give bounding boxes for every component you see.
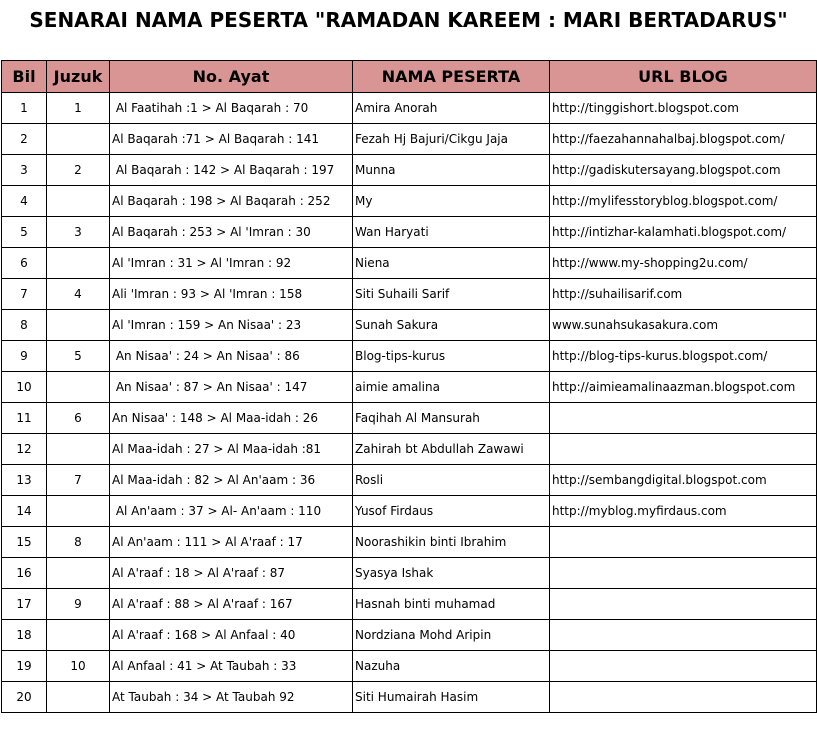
cell-url-blog[interactable]: http://suhailisarif.com — [550, 279, 817, 310]
cell-url-blog[interactable] — [550, 651, 817, 682]
table-body — [2, 93, 817, 713]
table-row — [2, 589, 817, 620]
table-row — [2, 341, 817, 372]
cell-bil[interactable]: 3 — [2, 155, 47, 186]
cell-nama-peserta[interactable]: Amira Anorah — [353, 93, 550, 124]
table-row — [2, 620, 817, 651]
cell-no-ayat[interactable]: Al An'aam : 111 > Al A'raaf : 17 — [110, 527, 353, 558]
cell-no-ayat[interactable]: Al 'Imran : 31 > Al 'Imran : 92 — [110, 248, 353, 279]
table-row — [2, 434, 817, 465]
cell-url-blog[interactable] — [550, 434, 817, 465]
cell-url-blog[interactable]: http://blog-tips-kurus.blogspot.com/ — [550, 341, 817, 372]
cell-bil[interactable]: 9 — [2, 341, 47, 372]
cell-juzuk[interactable]: 10 — [47, 651, 110, 682]
cell-no-ayat[interactable]: Al Baqarah :71 > Al Baqarah : 141 — [110, 124, 353, 155]
cell-nama-peserta[interactable]: Siti Suhaili Sarif — [353, 279, 550, 310]
cell-bil[interactable]: 12 — [2, 434, 47, 465]
cell-juzuk[interactable]: 8 — [47, 527, 110, 558]
cell-nama-peserta[interactable]: Rosli — [353, 465, 550, 496]
table-row — [2, 403, 817, 434]
table-row — [2, 217, 817, 248]
cell-bil[interactable]: 16 — [2, 558, 47, 589]
table-row — [2, 93, 817, 124]
cell-bil[interactable]: 2 — [2, 124, 47, 155]
cell-url-blog[interactable]: http://gadiskutersayang.blogspot.com — [550, 155, 817, 186]
cell-no-ayat[interactable]: Al An'aam : 37 > Al- An'aam : 110 — [110, 496, 353, 527]
cell-nama-peserta[interactable]: Nordziana Mohd Aripin — [353, 620, 550, 651]
cell-juzuk[interactable]: 6 — [47, 403, 110, 434]
header-url-blog[interactable]: URL BLOG — [550, 61, 817, 93]
table-row — [2, 682, 817, 713]
cell-nama-peserta[interactable]: Zahirah bt Abdullah Zawawi — [353, 434, 550, 465]
cell-url-blog[interactable]: http://tinggishort.blogspot.com — [550, 93, 817, 124]
cell-bil[interactable]: 18 — [2, 620, 47, 651]
cell-no-ayat[interactable]: Al Faatihah :1 > Al Baqarah : 70 — [110, 93, 353, 124]
cell-nama-peserta[interactable]: Nazuha — [353, 651, 550, 682]
cell-url-blog[interactable]: http://faezahannahalbaj.blogspot.com/ — [550, 124, 817, 155]
header-nama-peserta[interactable]: NAMA PESERTA — [353, 61, 550, 93]
table-row — [2, 651, 817, 682]
cell-juzuk[interactable]: 9 — [47, 589, 110, 620]
cell-juzuk[interactable] — [47, 496, 110, 527]
cell-nama-peserta[interactable]: Siti Humairah Hasim — [353, 682, 550, 713]
sheet-title: SENARAI NAMA PESERTA "RAMADAN KAREEM : MARI BERTADARUS" — [29, 8, 788, 32]
cell-url-blog[interactable]: http://aimieamalinaazman.blogspot.com — [550, 372, 817, 403]
cell-no-ayat[interactable]: Al 'Imran : 159 > An Nisaa' : 23 — [110, 310, 353, 341]
participant-table — [1, 60, 817, 713]
cell-juzuk[interactable]: 4 — [47, 279, 110, 310]
table-row — [2, 496, 817, 527]
cell-bil[interactable]: 1 — [2, 93, 47, 124]
cell-no-ayat[interactable]: Al A'raaf : 88 > Al A'raaf : 167 — [110, 589, 353, 620]
table-row — [2, 558, 817, 589]
cell-no-ayat[interactable]: An Nisaa' : 24 > An Nisaa' : 86 — [110, 341, 353, 372]
cell-no-ayat[interactable]: Al Maa-idah : 27 > Al Maa-idah :81 — [110, 434, 353, 465]
header-no-ayat[interactable]: No. Ayat — [110, 61, 353, 93]
cell-nama-peserta[interactable]: Wan Haryati — [353, 217, 550, 248]
cell-juzuk[interactable]: 1 — [47, 93, 110, 124]
cell-nama-peserta[interactable]: Blog-tips-kurus — [353, 341, 550, 372]
cell-no-ayat[interactable]: An Nisaa' : 148 > Al Maa-idah : 26 — [110, 403, 353, 434]
cell-url-blog[interactable]: http://myblog.myfirdaus.com — [550, 496, 817, 527]
cell-nama-peserta[interactable]: My — [353, 186, 550, 217]
table-row — [2, 279, 817, 310]
table-row — [2, 124, 817, 155]
cell-no-ayat[interactable]: Al Baqarah : 253 > Al 'Imran : 30 — [110, 217, 353, 248]
cell-no-ayat[interactable]: Al A'raaf : 168 > Al Anfaal : 40 — [110, 620, 353, 651]
cell-url-blog[interactable] — [550, 558, 817, 589]
cell-nama-peserta[interactable]: Munna — [353, 155, 550, 186]
cell-bil[interactable]: 4 — [2, 186, 47, 217]
cell-url-blog[interactable] — [550, 403, 817, 434]
cell-url-blog[interactable]: http://mylifesstoryblog.blogspot.com/ — [550, 186, 817, 217]
cell-nama-peserta[interactable]: Yusof Firdaus — [353, 496, 550, 527]
cell-bil[interactable]: 5 — [2, 217, 47, 248]
cell-juzuk[interactable]: 3 — [47, 217, 110, 248]
cell-juzuk[interactable] — [47, 310, 110, 341]
cell-juzuk[interactable] — [47, 620, 110, 651]
header-juzuk[interactable]: Juzuk — [47, 61, 110, 93]
cell-bil[interactable]: 7 — [2, 279, 47, 310]
cell-url-blog[interactable]: http://sembangdigital.blogspot.com — [550, 465, 817, 496]
cell-juzuk[interactable] — [47, 682, 110, 713]
table-row — [2, 186, 817, 217]
cell-url-blog[interactable] — [550, 589, 817, 620]
cell-no-ayat[interactable]: Ali 'Imran : 93 > Al 'Imran : 158 — [110, 279, 353, 310]
cell-bil[interactable]: 6 — [2, 248, 47, 279]
table-row — [2, 155, 817, 186]
cell-juzuk[interactable]: 7 — [47, 465, 110, 496]
cell-nama-peserta[interactable]: Niena — [353, 248, 550, 279]
cell-url-blog[interactable] — [550, 527, 817, 558]
table-row — [2, 465, 817, 496]
cell-nama-peserta[interactable]: Sunah Sakura — [353, 310, 550, 341]
cell-juzuk[interactable] — [47, 372, 110, 403]
cell-url-blog[interactable]: http://intizhar-kalamhati.blogspot.com/ — [550, 217, 817, 248]
cell-bil[interactable]: 10 — [2, 372, 47, 403]
cell-juzuk[interactable] — [47, 558, 110, 589]
cell-bil[interactable]: 11 — [2, 403, 47, 434]
cell-url-blog[interactable] — [550, 620, 817, 651]
cell-juzuk[interactable] — [47, 434, 110, 465]
cell-no-ayat[interactable]: An Nisaa' : 87 > An Nisaa' : 147 — [110, 372, 353, 403]
table-row — [2, 248, 817, 279]
cell-bil[interactable]: 17 — [2, 589, 47, 620]
table-row — [2, 527, 817, 558]
cell-no-ayat[interactable]: Al Maa-idah : 82 > Al An'aam : 36 — [110, 465, 353, 496]
cell-bil[interactable]: 13 — [2, 465, 47, 496]
cell-juzuk[interactable] — [47, 124, 110, 155]
cell-nama-peserta[interactable]: Noorashikin binti Ibrahim — [353, 527, 550, 558]
cell-juzuk[interactable]: 2 — [47, 155, 110, 186]
cell-nama-peserta[interactable]: Faqihah Al Mansurah — [353, 403, 550, 434]
cell-url-blog[interactable]: http://www.my-shopping2u.com/ — [550, 248, 817, 279]
cell-url-blog[interactable] — [550, 682, 817, 713]
cell-bil[interactable]: 8 — [2, 310, 47, 341]
cell-bil[interactable]: 20 — [2, 682, 47, 713]
cell-bil[interactable]: 15 — [2, 527, 47, 558]
cell-nama-peserta[interactable]: aimie amalina — [353, 372, 550, 403]
header-bil[interactable]: Bil — [2, 61, 47, 93]
cell-no-ayat[interactable]: Al Anfaal : 41 > At Taubah : 33 — [110, 651, 353, 682]
cell-nama-peserta[interactable]: Hasnah binti muhamad — [353, 589, 550, 620]
cell-bil[interactable]: 19 — [2, 651, 47, 682]
cell-juzuk[interactable] — [47, 248, 110, 279]
cell-nama-peserta[interactable]: Syasya Ishak — [353, 558, 550, 589]
table-row — [2, 310, 817, 341]
cell-juzuk[interactable]: 5 — [47, 341, 110, 372]
cell-nama-peserta[interactable]: Fezah Hj Bajuri/Cikgu Jaja — [353, 124, 550, 155]
cell-url-blog[interactable]: www.sunahsukasakura.com — [550, 310, 817, 341]
cell-juzuk[interactable] — [47, 186, 110, 217]
header-row — [2, 61, 817, 93]
cell-no-ayat[interactable]: At Taubah : 34 > At Taubah 92 — [110, 682, 353, 713]
cell-no-ayat[interactable]: Al Baqarah : 198 > Al Baqarah : 252 — [110, 186, 353, 217]
cell-no-ayat[interactable]: Al Baqarah : 142 > Al Baqarah : 197 — [110, 155, 353, 186]
table-row — [2, 372, 817, 403]
cell-no-ayat[interactable]: Al A'raaf : 18 > Al A'raaf : 87 — [110, 558, 353, 589]
cell-bil[interactable]: 14 — [2, 496, 47, 527]
